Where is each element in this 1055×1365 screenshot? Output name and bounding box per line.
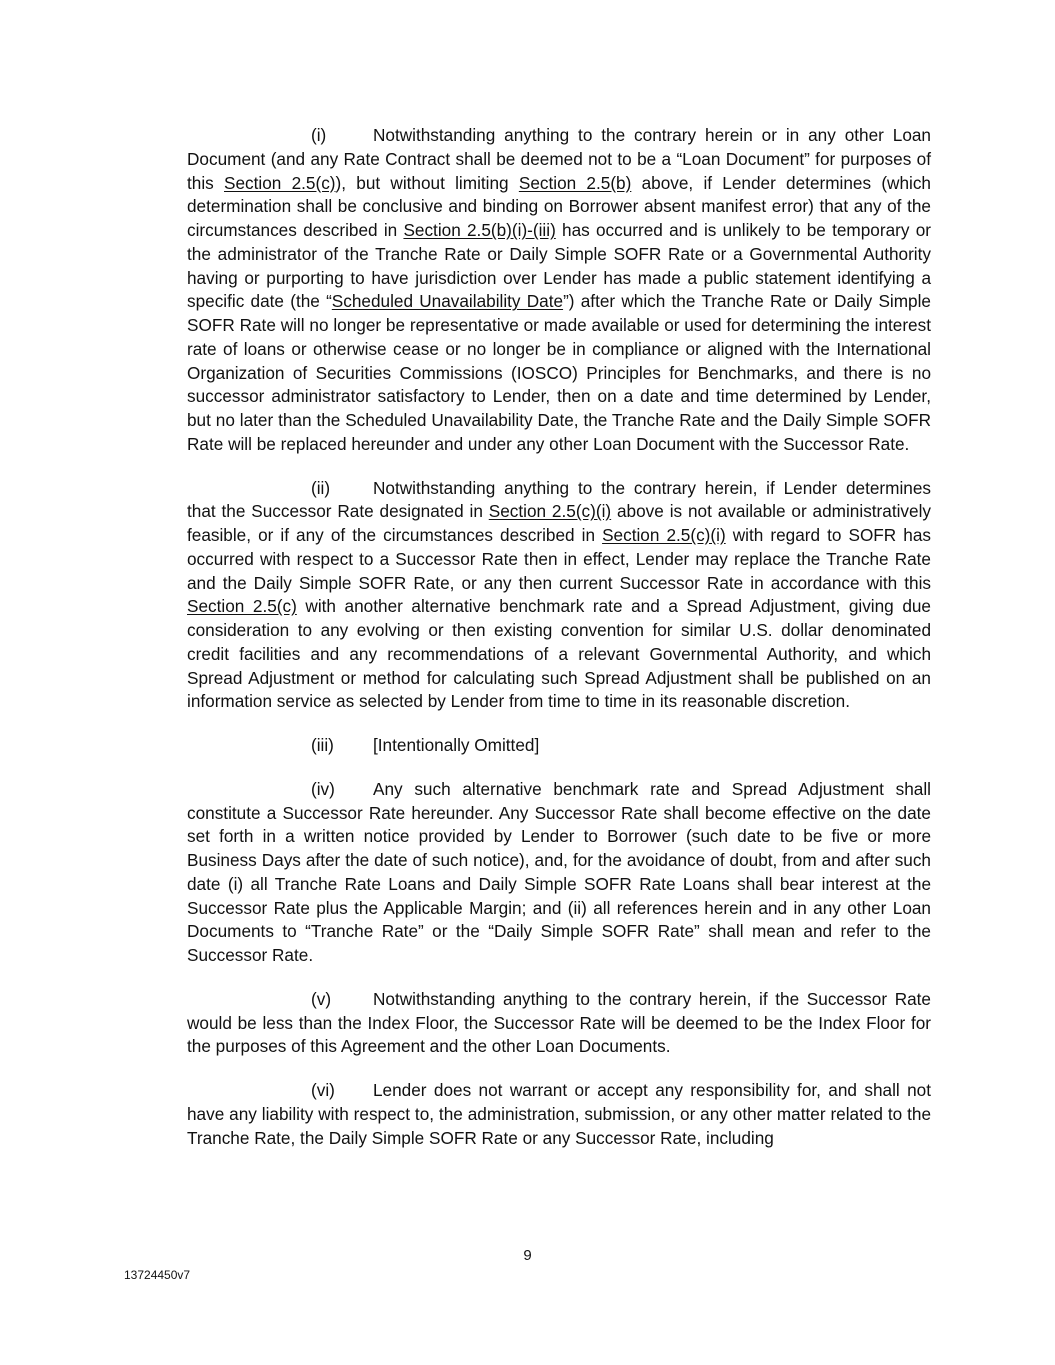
paragraph — [187, 734, 931, 758]
paragraph-number: (iv) — [311, 778, 335, 799]
paragraph-text: Notwithstanding anything to the contrary herein or in any other Loan Document (and any Rate Contract shall be deemed not to be a “Loan Document” for purposes of this — [187, 125, 931, 193]
document-id: 13724450v7 — [124, 1268, 191, 1282]
section-reference: Section 2.5(c) — [224, 172, 336, 193]
paragraph — [187, 477, 931, 715]
paragraph-number: (ii) — [311, 477, 331, 498]
paragraph-text: Any such alternative benchmark rate and Spread Adjustment shall constitute a Successor Rate hereunder. Any Successor Rate shall become effective on the date set forth in a written notice provided by Lender to Borrower (such date to be five or more Business Days after the date of such notice), and, for the avoidance of doubt, from and after such date (i) all Tranche Rate Loans and Daily Simple SOFR Rate Loans shall bear interest at the Successor Rate plus the Applicable Margin; and (ii) all references herein and in any other Loan Documents to “Tranche Rate” or the “Daily Simple SOFR Rate” shall mean and refer to the Successor Rate. — [187, 778, 931, 965]
document-body — [187, 124, 931, 1150]
paragraph-text: ), but without limiting — [335, 172, 519, 193]
paragraph-text: Lender does not warrant or accept any responsibility for, and shall not have any liability with respect to, the administration, submission, or any other matter related to the Tranche Rate, the Daily Simple SOFR Rate or any Successor Rate, including — [187, 1080, 931, 1148]
section-reference: Section 2.5(c)(i) — [488, 501, 612, 522]
paragraph-number: (vi) — [311, 1080, 335, 1100]
paragraph — [187, 988, 931, 1059]
section-reference: Section 2.5(c)(i) — [602, 525, 726, 545]
paragraph-number: (v) — [311, 988, 332, 1009]
paragraph — [187, 124, 931, 457]
paragraph-text: [Intentionally Omitted] — [373, 735, 540, 755]
paragraph-text: above is not available or administratively feasible, or if any of the circumstances described in — [187, 501, 931, 545]
paragraph-text: with another alternative benchmark rate and a Spread Adjustment, giving due consideration to any evolving or then existing convention for similar U.S. dollar denominated credit facilities and any recommendations of a relevant Governmental Authority, and which Spread Adjustment or method for calculating such Spread Adjustment shall be published on an information service as selected by Lender from time to time in its reasonable discretion. — [187, 596, 931, 712]
section-reference: Section 2.5(b)(i)-(iii) — [403, 220, 556, 240]
paragraph-text: with regard to SOFR has occurred with respect to a Successor Rate then in effect, Lender may replace the Tranche Rate and the Daily Simple SOFR Rate, or any then current Successor Rate in accordance with this — [187, 525, 931, 593]
paragraph-text: Notwithstanding anything to the contrary herein, if the Successor Rate would be less than the Index Floor, the Successor Rate will be deemed to be the Index Floor for the purposes of this Agreement and the other Loan Documents. — [187, 988, 931, 1057]
section-reference: Section 2.5(b) — [518, 172, 632, 193]
paragraph-text: above, if Lender determines (which determination shall be conclusive and binding on Borrower absent manifest error) that any of the circumstances described in — [187, 172, 931, 240]
section-reference: Section 2.5(c) — [187, 596, 297, 617]
paragraph — [187, 1079, 931, 1150]
paragraph-text: Notwithstanding anything to the contrary herein, if Lender determines that the Successor Rate designated in — [187, 477, 931, 522]
page-number: 9 — [523, 1247, 532, 1264]
paragraph-number: (i) — [311, 125, 327, 145]
paragraph-number: (iii) — [311, 735, 334, 755]
paragraph-text: ”) after which the Tranche Rate or Daily Simple SOFR Rate will no longer be representative or made available or used for determining the interest rate of loans or otherwise cease or no longer be in compliance or aligned with the International Organization of Securities Commissions (IOSCO) Principles for Benchmarks, and there is no successor administrator satisfactory to Lender, then on a date and time determined by Lender, but no later than the Scheduled Unavailability Date, the Tranche Rate and the Daily Simple SOFR Rate will be replaced hereunder and under any other Loan Document with the Successor Rate. — [187, 291, 931, 454]
paragraph-text: has occurred and is unlikely to be temporary or the administrator of the Tranche Rate or Daily Simple SOFR Rate or a Governmental Authority having or purporting to have jurisdiction over Lender has made a public statement identifying a specific date (the “ — [187, 220, 931, 312]
paragraph — [187, 778, 931, 968]
section-reference: Scheduled Unavailability Date — [331, 291, 564, 312]
